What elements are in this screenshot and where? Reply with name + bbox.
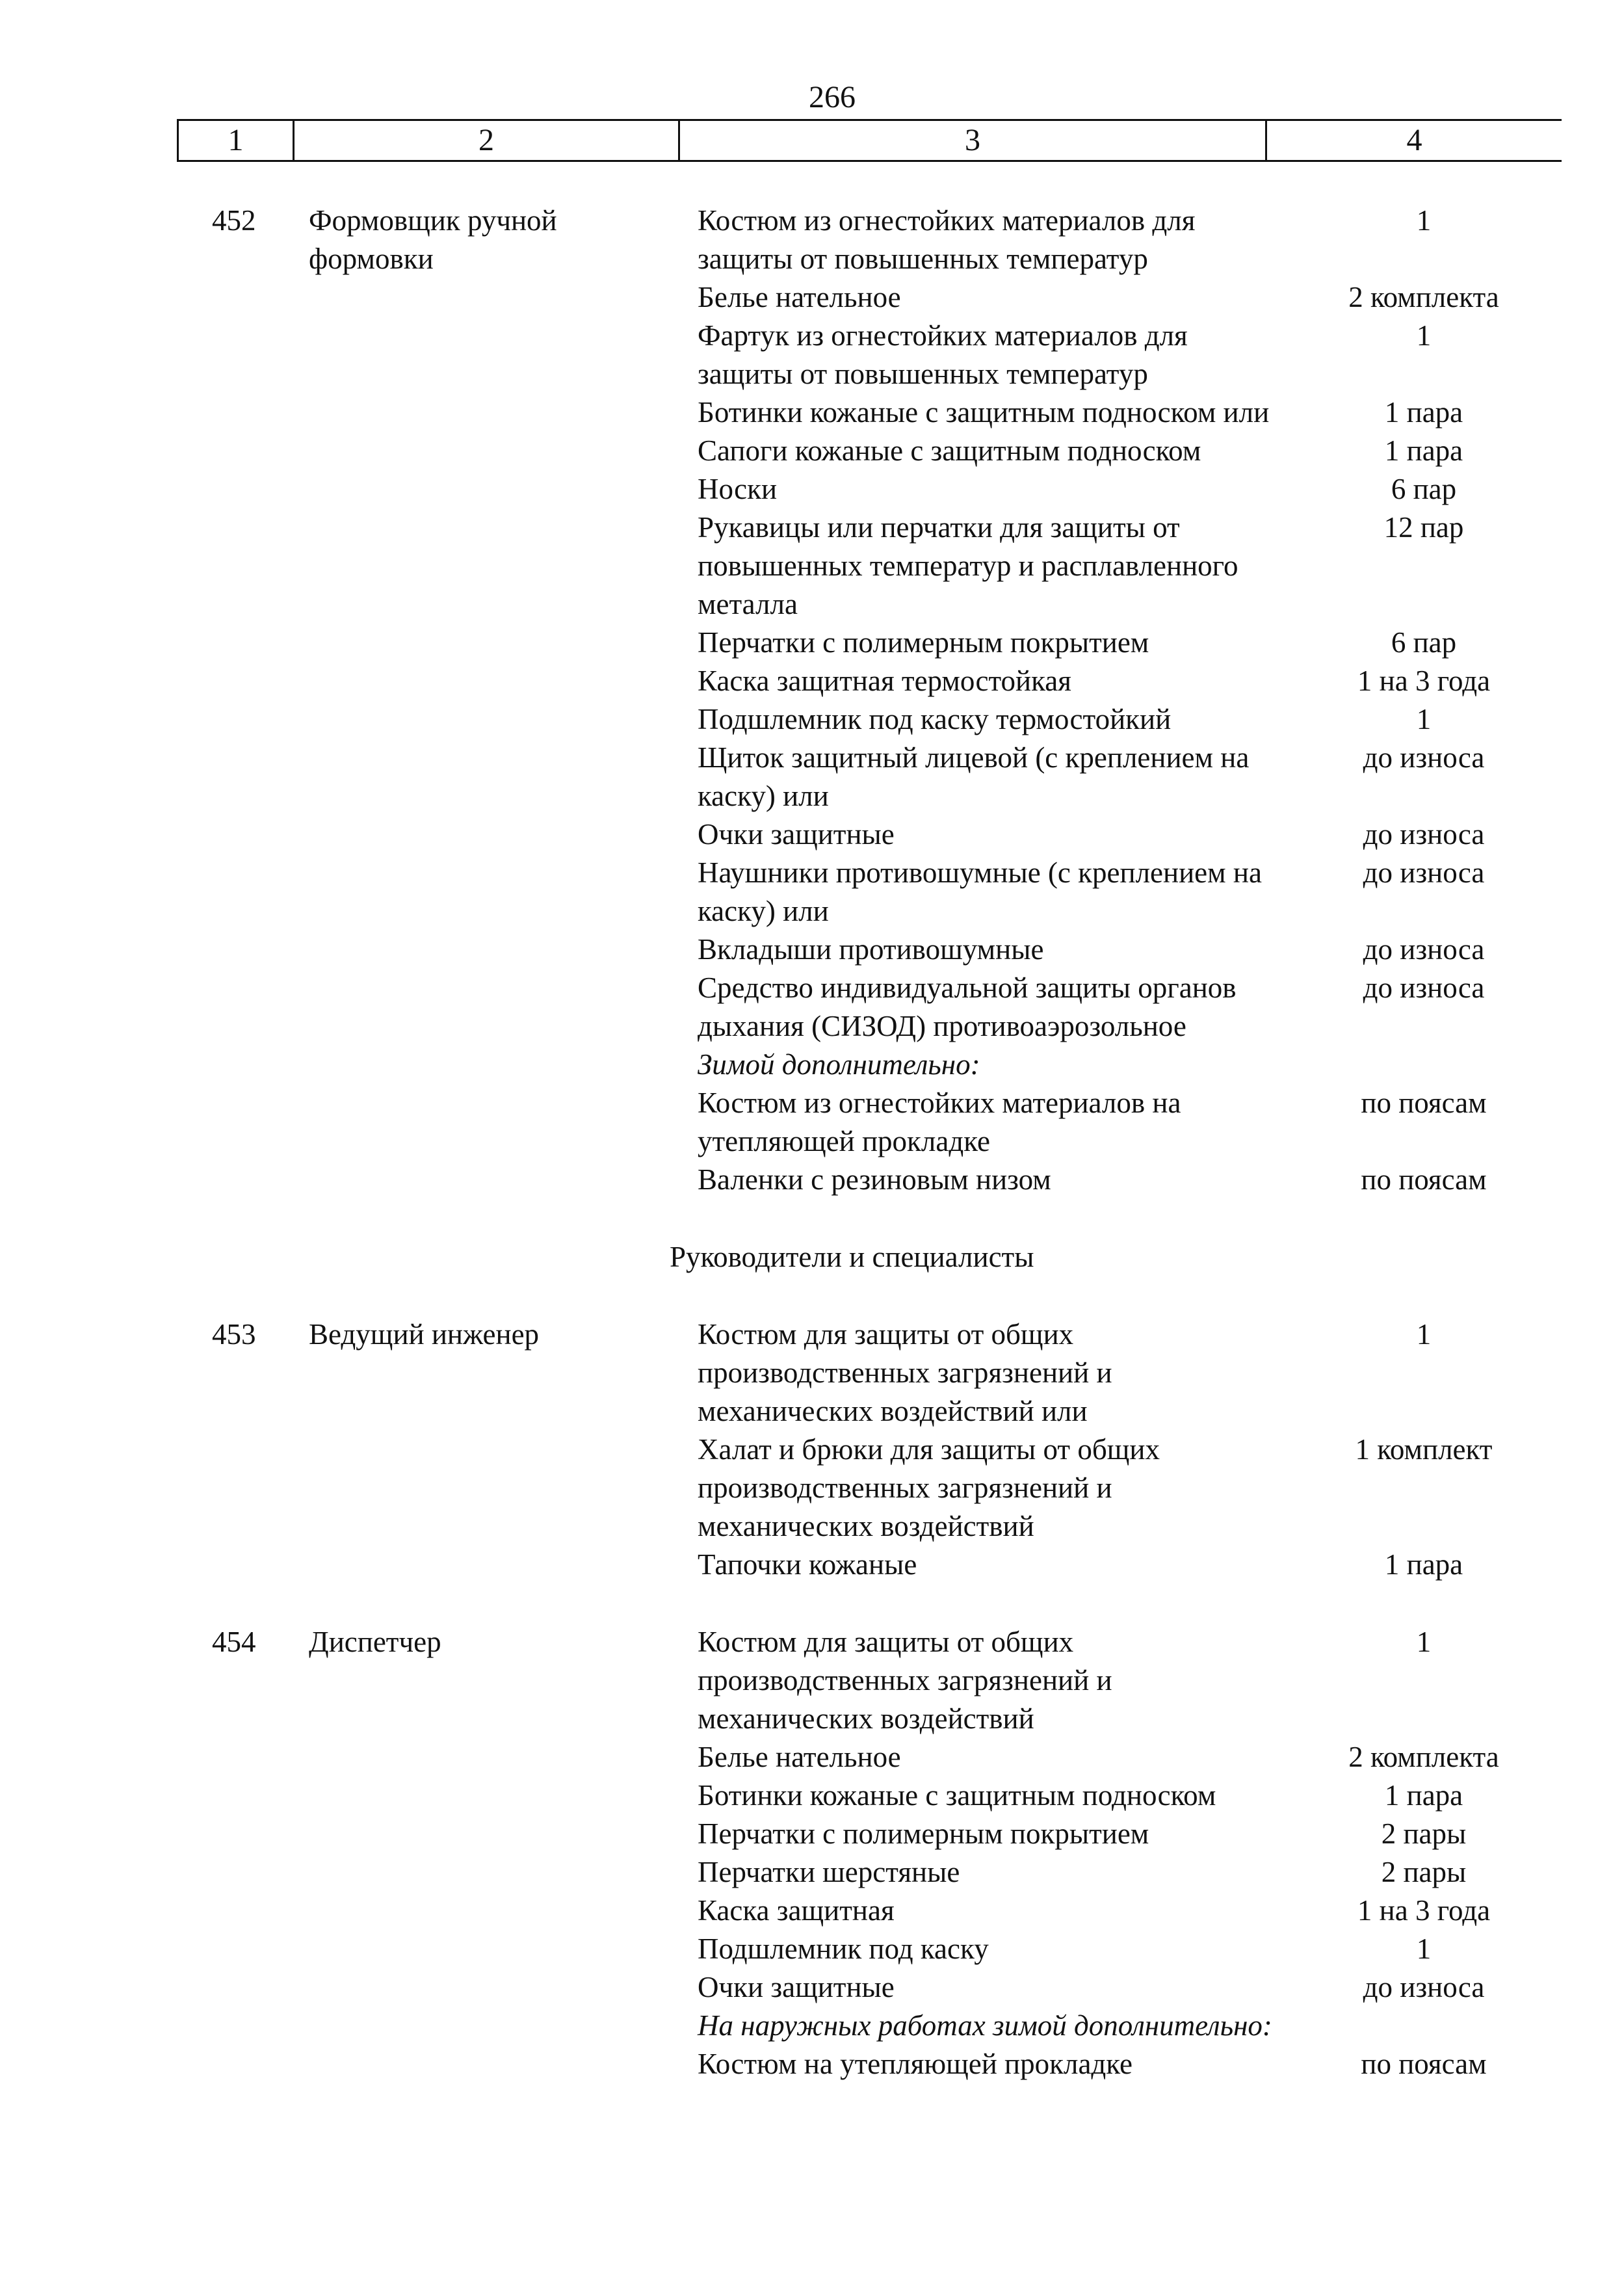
ppe-item-row: [0, 1431, 1624, 1546]
ppe-item-quantity: 2 пары: [1381, 1856, 1467, 1888]
ppe-item-row: [0, 1161, 1624, 1199]
ppe-item-name: Средство индивидуальной защиты органов дыхания (СИЗОД) противоаэрозольное: [698, 971, 1237, 1042]
ppe-item-row: [0, 317, 1624, 393]
ppe-item-row: [0, 1546, 1624, 1584]
ppe-item-name: Перчатки шерстяные: [698, 1856, 960, 1888]
ppe-item-quantity: до износа: [1363, 856, 1485, 889]
ppe-item-name: Рукавицы или перчатки для защиты от повышенных температур и расплавленного металла: [698, 511, 1238, 620]
profession-name: Ведущий инженер: [309, 1318, 540, 1351]
ppe-item-quantity: до износа: [1363, 933, 1485, 966]
ppe-item-row: [0, 1315, 1624, 1431]
ppe-item-name: Костюм из огнестойких материалов для защиты от повышенных температур: [698, 204, 1196, 275]
ppe-item-quantity: 1 пара: [1384, 1548, 1463, 1581]
ppe-item-name: Наушники противошумные (с креплением на каску) или: [698, 856, 1262, 927]
ppe-item-row: [0, 2007, 1624, 2045]
column-header-3: 3: [965, 123, 980, 157]
ppe-item-name: Тапочки кожаные: [698, 1548, 917, 1581]
profession-name: Диспетчер: [309, 1626, 441, 1658]
ppe-item-quantity: 2 пары: [1381, 1817, 1467, 1850]
ppe-norms-table: [0, 202, 1624, 2122]
column-header-1: 1: [228, 123, 244, 157]
ppe-item-row: [0, 1776, 1624, 1815]
ppe-item-row: [0, 2045, 1624, 2083]
column-header-row: [177, 119, 1562, 162]
occupation-entry: [0, 1315, 1624, 1584]
ppe-item-quantity: по поясам: [1361, 1087, 1487, 1119]
ppe-item-name: Очки защитные: [698, 818, 895, 851]
ppe-item-name: Каска защитная термостойкая: [698, 665, 1071, 697]
ppe-item-quantity: 1 пара: [1384, 434, 1463, 467]
ppe-item-row: [0, 1968, 1624, 2007]
ppe-item-row: [0, 1623, 1624, 1738]
condition-note: Зимой дополнительно:: [698, 1048, 980, 1081]
item-number: 452: [212, 204, 256, 237]
ppe-item-quantity: 1: [1416, 1626, 1432, 1658]
ppe-item-name: Белье нательное: [698, 281, 901, 313]
ppe-item-row: [0, 1738, 1624, 1776]
ppe-item-row: [0, 969, 1624, 1046]
ppe-item-row: [0, 1046, 1624, 1084]
ppe-item-quantity: 12 пар: [1383, 511, 1464, 544]
ppe-item-name: Ботинки кожаные с защитным подноском: [698, 1779, 1216, 1812]
profession-name: Формовщик ручной формовки: [309, 204, 557, 275]
section-heading: Руководители и специалисты: [670, 1241, 1034, 1273]
ppe-item-name: Очки защитные: [698, 1971, 895, 2003]
ppe-item-quantity: 1: [1416, 703, 1432, 735]
ppe-item-name: Перчатки с полимерным покрытием: [698, 1817, 1149, 1850]
ppe-item-row: [0, 624, 1624, 662]
ppe-item-quantity: 1 пара: [1384, 396, 1463, 429]
item-number: 453: [212, 1318, 256, 1351]
ppe-item-name: Подшлемник под каску: [698, 1933, 989, 1965]
ppe-item-quantity: 1 комплект: [1355, 1433, 1493, 1466]
ppe-item-name: Носки: [698, 473, 778, 505]
ppe-item-quantity: 1: [1416, 204, 1432, 237]
ppe-item-row: [0, 815, 1624, 854]
ppe-item-quantity: до износа: [1363, 1971, 1485, 2003]
ppe-item-quantity: 1 на 3 года: [1357, 665, 1491, 697]
page-number: 266: [809, 80, 856, 114]
ppe-item-quantity: 6 пар: [1391, 473, 1457, 505]
ppe-item-name: Костюм для защиты от общих производственных загрязнений и механических воздействий: [698, 1626, 1112, 1735]
column-header-4: 4: [1406, 123, 1422, 157]
condition-note: На наружных работах зимой дополнительно:: [698, 2009, 1272, 2042]
ppe-item-name: Костюм из огнестойких материалов на утепляющей прокладке: [698, 1087, 1181, 1157]
ppe-item-row: [0, 432, 1624, 470]
ppe-item-name: Белье нательное: [698, 1741, 901, 1773]
ppe-item-row: [0, 508, 1624, 624]
ppe-item-quantity: до износа: [1363, 741, 1485, 774]
item-number: 454: [212, 1626, 256, 1658]
ppe-item-name: Фартук из огнестойких материалов для защиты от повышенных температур: [698, 319, 1188, 390]
ppe-item-name: Каска защитная: [698, 1894, 895, 1927]
ppe-item-name: Щиток защитный лицевой (с креплением на каску) или: [698, 741, 1250, 812]
ppe-item-quantity: 2 комплекта: [1348, 281, 1499, 313]
ppe-item-quantity: по поясам: [1361, 1163, 1487, 1196]
occupation-entry: [0, 202, 1624, 1199]
ppe-item-quantity: 1: [1416, 1318, 1432, 1351]
ppe-item-row: [0, 1815, 1624, 1853]
ppe-item-quantity: 2 комплекта: [1348, 1741, 1499, 1773]
ppe-item-quantity: 1: [1416, 319, 1432, 352]
ppe-item-quantity: по поясам: [1361, 2048, 1487, 2080]
ppe-item-quantity: 1 пара: [1384, 1779, 1463, 1812]
ppe-item-quantity: до износа: [1363, 971, 1485, 1004]
ppe-item-row: [0, 1853, 1624, 1892]
ppe-item-name: Сапоги кожаные с защитным подноском: [698, 434, 1201, 467]
ppe-item-name: Подшлемник под каску термостойкий: [698, 703, 1172, 735]
ppe-item-row: [0, 930, 1624, 969]
ppe-item-row: [0, 1930, 1624, 1968]
ppe-item-row: [0, 278, 1624, 317]
occupation-entry: [0, 1623, 1624, 2083]
ppe-item-row: [0, 700, 1624, 739]
ppe-item-name: Перчатки с полимерным покрытием: [698, 626, 1149, 659]
ppe-item-row: [0, 470, 1624, 508]
column-header-2: 2: [478, 123, 494, 157]
ppe-item-row: [0, 1892, 1624, 1930]
ppe-item-row: [0, 854, 1624, 930]
ppe-item-row: [0, 662, 1624, 700]
ppe-item-row: [0, 739, 1624, 815]
ppe-item-quantity: 6 пар: [1391, 626, 1457, 659]
ppe-item-row: [0, 202, 1624, 278]
ppe-item-quantity: 1 на 3 года: [1357, 1894, 1491, 1927]
ppe-item-name: Валенки с резиновым низом: [698, 1163, 1051, 1196]
ppe-item-name: Вкладыши противошумные: [698, 933, 1044, 966]
ppe-item-quantity: до износа: [1363, 818, 1485, 851]
ppe-item-name: Костюм на утепляющей прокладке: [698, 2048, 1133, 2080]
ppe-item-row: [0, 1084, 1624, 1161]
ppe-item-row: [0, 393, 1624, 432]
ppe-item-name: Костюм для защиты от общих производственных загрязнений и механических воздействий или: [698, 1318, 1112, 1427]
ppe-item-name: Халат и брюки для защиты от общих производственных загрязнений и механических воздействий: [698, 1433, 1160, 1542]
ppe-item-name: Ботинки кожаные с защитным подноском или: [698, 396, 1270, 429]
ppe-item-quantity: 1: [1416, 1933, 1432, 1965]
